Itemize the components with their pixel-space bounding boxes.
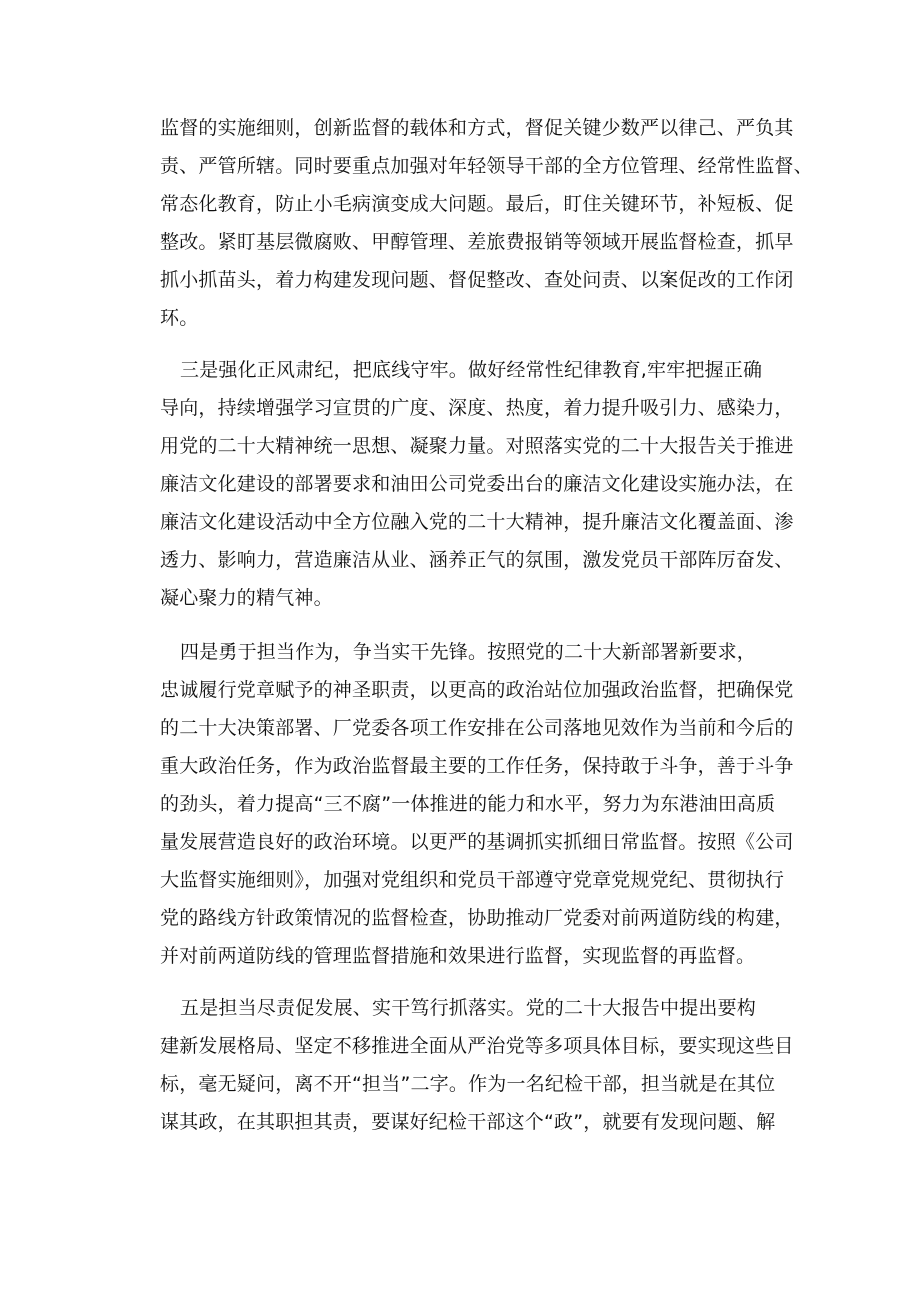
text-line: 导向，持续增强学习宣贯的广度、深度、热度，着力提升吸引力、感染力， — [160, 397, 794, 419]
text-line: 并对前两道防线的管理监督措施和效果进行监督，实现监督的再监督。 — [160, 945, 756, 967]
text-line: 谋其政，在其职担其责，要谋好纪检干部这个“政”，就要有发现问题、解 — [160, 1111, 776, 1133]
text-line: 环。 — [160, 307, 199, 329]
paragraph-heading-line: 五是担当尽责促发展、实干笃行抓落实。党的二十大报告中提出要构 — [180, 997, 757, 1019]
text-line: 用党的二十大精神统一思想、凝聚力量。对照落实党的二十大报告关于推进 — [160, 435, 794, 457]
text-line: 忠诚履行党章赋予的神圣职责，以更高的政治站位加强政治监督，把确保党 — [160, 679, 794, 701]
text-line: 廉洁文化建设活动中全方位融入党的二十大精神，提升廉洁文化覆盖面、渗 — [160, 511, 794, 533]
text-line: 监督的实施细则，创新监督的载体和方式，督促关键少数严以律己、严负其 — [160, 117, 794, 139]
text-line: 的二十大决策部署、厂党委各项工作安排在公司落地见效作为当前和今后的 — [160, 717, 794, 739]
text-line: 常态化教育，防止小毛病演变成大问题。最后，盯住关键环节，补短板、促 — [160, 193, 794, 215]
text-line: 透力、影响力，营造廉洁从业、涵养正气的氛围，激发党员干部阵厉奋发、 — [160, 549, 794, 571]
paragraph-heading-line: 四是勇于担当作为，争当实干先锋。按照党的二十大新部署新要求， — [180, 641, 757, 663]
text-line: 整改。紧盯基层微腐败、甲醇管理、差旅费报销等领域开展监督检查，抓早 — [160, 231, 794, 253]
text-line: 的劲头，着力提高“三不腐”一体推进的能力和水平，努力为东港油田高质 — [160, 793, 776, 815]
text-line: 党的路线方针政策情况的监督检查，协助推动厂党委对前两道防线的构建， — [160, 907, 794, 929]
text-line: 大监督实施细则》，加强对党组织和党员干部遵守党章党规党纪、贯彻执行 — [160, 869, 785, 891]
paragraph-heading-line: 三是强化正风肃纪，把底线守牢。做好经常性纪律教育,牢牢把握正确 — [180, 359, 763, 381]
text-line: 责、严管所辖。同时要重点加强对年轻领导干部的全方位管理、经常性监督、 — [160, 155, 813, 177]
text-line: 量发展营造良好的政治环境。以更严的基调抓实抓细日常监督。按照《公司 — [160, 831, 794, 853]
text-line: 廉洁文化建设的部署要求和油田公司党委出台的廉洁文化建设实施办法，在 — [160, 473, 794, 495]
text-line: 建新发展格局、坚定不移推进全面从严治党等多项具体目标，要实现这些目 — [160, 1035, 794, 1057]
text-line: 抓小抓苗头，着力构建发现问题、督促整改、查处问责、以案促改的工作闭 — [160, 269, 794, 291]
text-line: 凝心聚力的精气神。 — [160, 587, 333, 609]
text-line: 标，毫无疑问，离不开“担当”二字。作为一名纪检干部，担当就是在其位 — [160, 1073, 776, 1095]
text-line: 重大政治任务，作为政治监督最主要的工作任务，保持敢于斗争，善于斗争 — [160, 755, 794, 777]
